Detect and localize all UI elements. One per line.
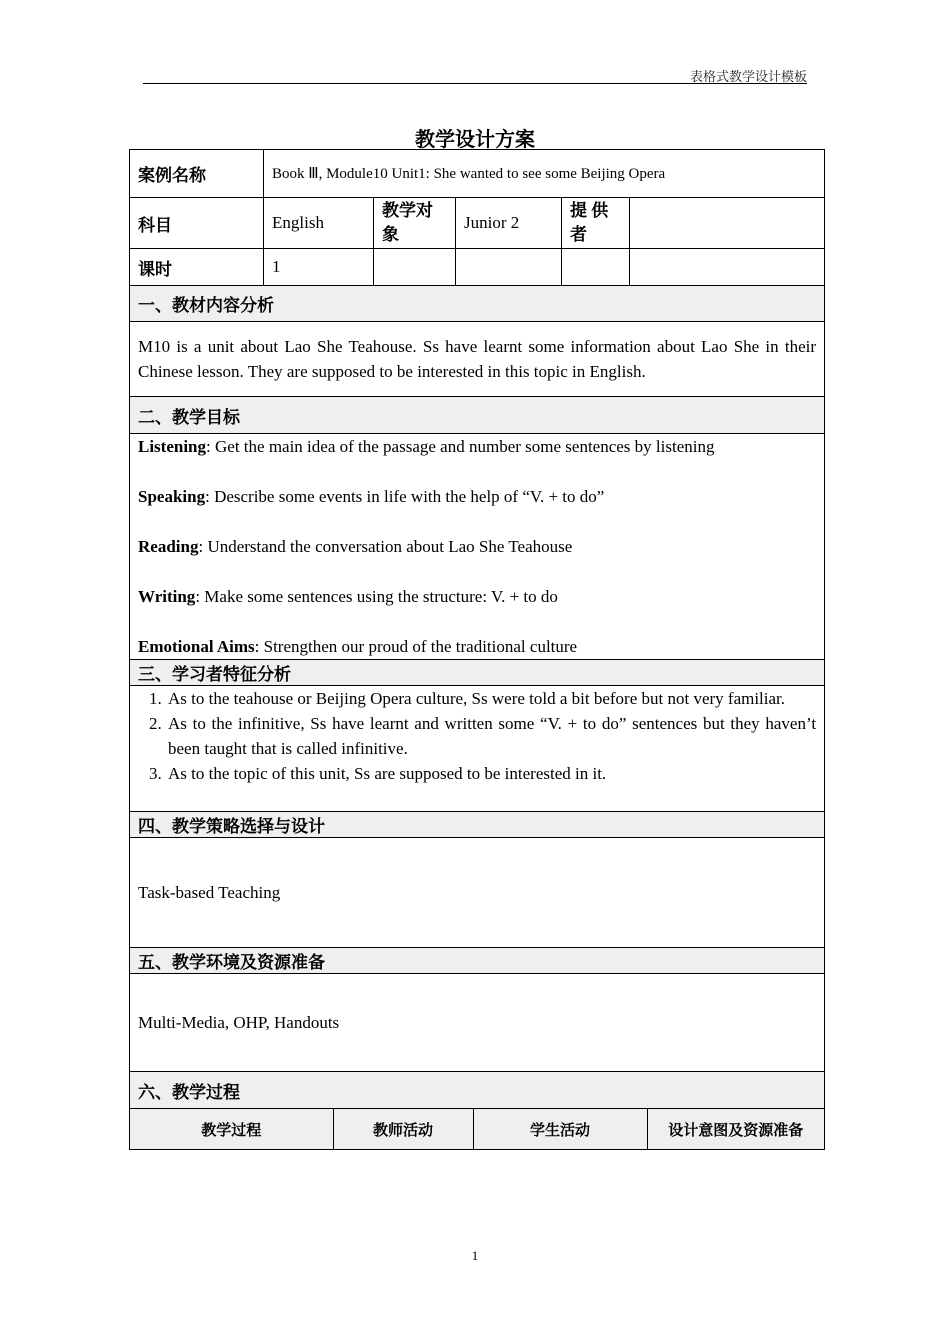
objective-label: Writing: [138, 587, 196, 606]
objective-label: Reading: [138, 537, 199, 556]
target-value: Junior 2: [456, 198, 562, 249]
learner-item: 1. As to the teahouse or Beijing Opera culture, Ss were told a bit before but not very familiar.: [166, 686, 816, 711]
process-column-header: 教师活动: [333, 1109, 473, 1149]
objective-item: [138, 584, 816, 609]
strategy-text: Task-based Teaching: [130, 838, 825, 948]
objective-label: Speaking: [138, 487, 206, 506]
learner-analysis: [130, 686, 825, 812]
section-strategy-title: 四、教学策略选择与设计: [130, 812, 825, 838]
period-value: 1: [264, 249, 374, 286]
section-process-title: 六、教学过程: [130, 1072, 825, 1109]
process-column-header: 设计意图及资源准备: [668, 1120, 804, 1139]
process-header-row: [130, 1109, 825, 1150]
section-content-analysis-title: 一、教材内容分析: [130, 286, 825, 322]
document-title: 教学设计方案: [415, 127, 535, 151]
objective-text: : Make some sentences using the structure: V. + to do: [195, 587, 558, 606]
empty-cell: [630, 249, 825, 286]
empty-cell: [456, 249, 562, 286]
environment-text: Multi-Media, OHP, Handouts: [130, 974, 825, 1072]
target-label: 教学对象: [374, 198, 456, 249]
subject-value: English: [264, 198, 374, 249]
objective-text: : Understand the conversation about Lao She Teahouse: [198, 537, 573, 556]
process-column-header: 教学过程: [130, 1109, 333, 1149]
learner-list: [138, 686, 816, 786]
page-number: 1: [471, 1248, 479, 1263]
section-learner-title: 三、学习者特征分析: [130, 660, 825, 686]
objective-item: [138, 484, 816, 509]
section-content-analysis-text: M10 is a unit about Lao She Teahouse. Ss have learnt some information about Lao She in their Chinese lesson. They are supposed to be interested in this topic in English.: [130, 322, 825, 397]
objective-label: Listening: [138, 437, 207, 456]
section-environment-title: 五、教学环境及资源准备: [130, 948, 825, 974]
case-name-label: 案例名称: [130, 150, 264, 198]
learner-item: 3. As to the topic of this unit, Ss are supposed to be interested in it.: [166, 761, 816, 786]
subject-label: 科目: [130, 198, 264, 249]
provider-value: [630, 198, 825, 249]
period-label: 课时: [130, 249, 264, 286]
objective-label: Emotional Aims: [138, 637, 255, 656]
objective-text: : Get the main idea of the passage and number some sentences by listening: [206, 437, 715, 456]
design-table: [129, 149, 825, 1150]
objective-item: [138, 534, 816, 559]
objective-text: : Describe some events in life with the help of “V. + to do”: [205, 487, 605, 506]
objective-item: [138, 434, 816, 459]
objectives-list: [130, 434, 825, 660]
case-name-value: Book Ⅲ, Module10 Unit1: She wanted to see some Beijing Opera: [264, 150, 825, 198]
process-column-header: 学生活动: [473, 1109, 647, 1149]
empty-cell: [562, 249, 630, 286]
learner-item: 2. As to the infinitive, Ss have learnt and written some “V. + to do” sentences but they haven’t been taught that is called infinitive.: [166, 711, 816, 761]
process-columns: [130, 1109, 824, 1149]
section-objectives-title: 二、教学目标: [130, 397, 825, 434]
header-rule: [143, 83, 807, 84]
objective-item: [138, 634, 816, 659]
empty-cell: [374, 249, 456, 286]
provider-label: 提 供 者: [562, 198, 630, 249]
objective-text: : Strengthen our proud of the traditional culture: [254, 637, 578, 656]
page-header-text: 表格式教学设计模板: [689, 70, 807, 85]
